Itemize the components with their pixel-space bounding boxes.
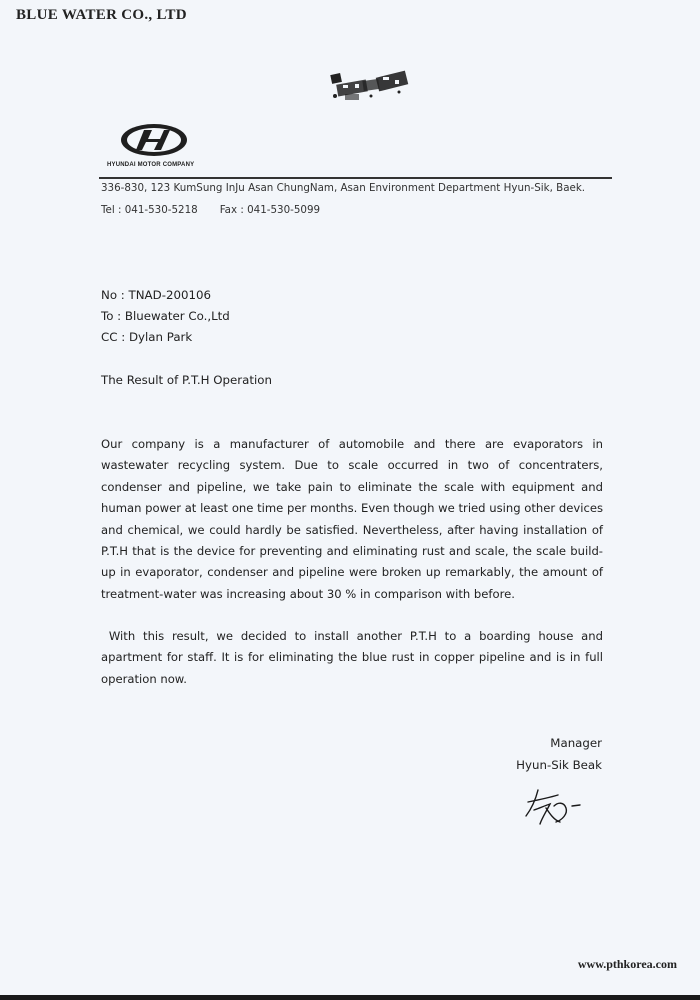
logo-caption: HYUNDAI MOTOR COMPANY: [107, 162, 195, 168]
signatory-title: Manager: [550, 736, 602, 750]
document-number: No : TNAD-200106: [101, 288, 211, 302]
body-paragraph-2: With this result, we decided to install another P.T.H to a boarding house and apartment for staff. It is for eliminating the blue rust in copper pipeline and is in full operation now.: [101, 629, 603, 686]
scan-bottom-edge: [0, 995, 700, 1000]
sender-tel: Tel : 041-530-5218: [101, 204, 198, 216]
stamp-icon: [327, 68, 413, 106]
header-divider: [99, 177, 612, 179]
recipient: To : Bluewater Co.,Ltd: [101, 309, 230, 323]
footer-website: www.pthkorea.com: [577, 957, 677, 971]
carbon-copy: CC : Dylan Park: [101, 330, 193, 344]
letter-subject: The Result of P.T.H Operation: [101, 373, 272, 387]
signature-icon: [524, 782, 584, 830]
sender-fax: Fax : 041-530-5099: [219, 204, 321, 216]
signatory-name: Hyun-Sik Beak: [516, 758, 602, 772]
sender-contact: [101, 204, 320, 216]
sender-address: 336-830, 123 KumSung InJu Asan ChungNam, Asan Environment Department Hyun-Sik, Baek.: [101, 182, 586, 194]
letterhead-company-name: BLUE WATER CO., LTD: [16, 7, 187, 23]
body-paragraph-1: Our company is a manufacturer of automobile and there are evaporators in wastewater recycling system. Due to scale occurred in two of concentraters, condenser and pipeline, we take pain to eliminate the scale with equipment and human power at least one time per months. Even though we tried using other devices and chemical, we could hardly be satisfied. Nevertheless, after having installation of P.T.H that is the device for preventing and eliminating rust and scale, the scale build-up in evaporator, condenser and pipeline were broken up remarkably, the amount of treatment-water was increasing about 30 % in comparison with before.: [101, 437, 603, 601]
